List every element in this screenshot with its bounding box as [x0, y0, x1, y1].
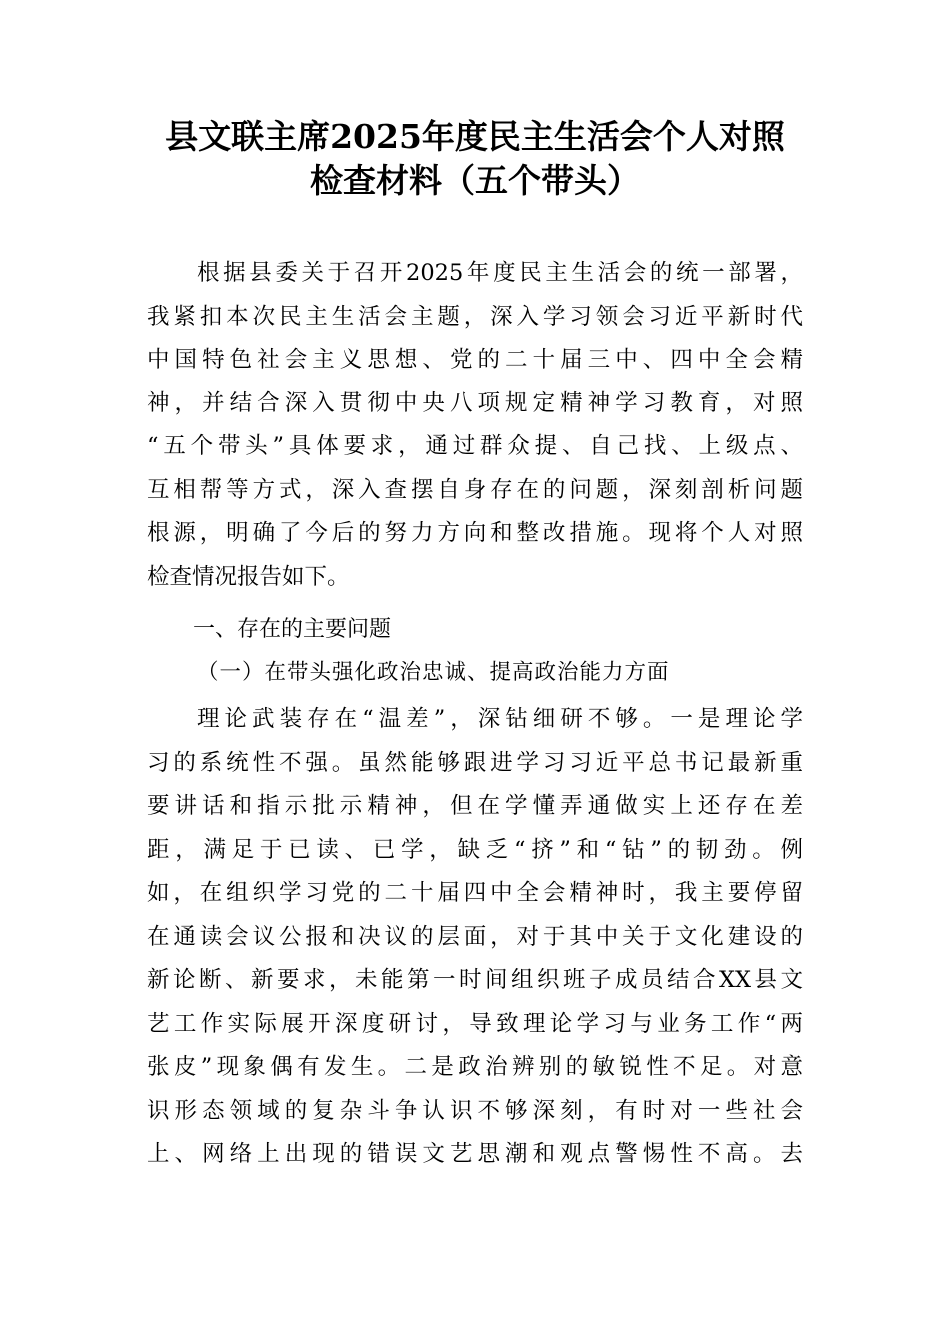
body-line: 识形态领域的复杂斗争认识不够深刻，有时对一些社会 [147, 1098, 803, 1124]
intro-line: 检查情况报告如下。 [147, 564, 350, 590]
body-line: 在通读会议公报和决议的层面，对于其中关于文化建设的 [147, 924, 803, 950]
intro-line: 根据县委关于召开2025年度民主生活会的统一部署， [197, 260, 803, 286]
intro-line: 神，并结合深入贯彻中央八项规定精神学习教育，对照 [147, 390, 803, 416]
body-line: 新论断、新要求，未能第一时间组织班子成员结合XX县文 [147, 967, 803, 993]
body-line: 如，在组织学习党的二十届四中全会精神时，我主要停留 [147, 880, 803, 906]
body-line: 理论武装存在“温差”，深钻细研不够。一是理论学 [197, 706, 803, 732]
intro-line: 中国特色社会主义思想、党的二十届三中、四中全会精 [147, 347, 803, 373]
document-title-line-2: 检查材料（五个带头） [310, 161, 640, 200]
intro-line: 互相帮等方式，深入查摆自身存在的问题，深刻剖析问题 [147, 477, 803, 503]
body-line: 张皮”现象偶有发生。二是政治辨别的敏锐性不足。对意 [147, 1054, 803, 1080]
subsection-heading: （一）在带头强化政治忠诚、提高政治能力方面 [197, 660, 670, 685]
body-line: 艺工作实际展开深度研讨，导致理论学习与业务工作“两 [147, 1011, 803, 1037]
body-line: 上、网络上出现的错误文艺思潮和观点警惕性不高。去 [147, 1141, 803, 1167]
intro-line: 我紧扣本次民主生活会主题，深入学习领会习近平新时代 [147, 304, 803, 330]
document-title-line-1: 县文联主席2025年度民主生活会个人对照 [165, 117, 785, 156]
section-heading: 一、存在的主要问题 [193, 617, 392, 642]
body-line: 距，满足于已读、已学，缺乏“挤”和“钻”的韧劲。例 [147, 837, 803, 863]
intro-line: “五个带头”具体要求，通过群众提、自己找、上级点、 [147, 433, 803, 459]
body-line: 要讲话和指示批示精神，但在学懂弄通做实上还存在差 [147, 793, 803, 819]
intro-line: 根源，明确了今后的努力方向和整改措施。现将个人对照 [147, 520, 803, 546]
body-line: 习的系统性不强。虽然能够跟进学习习近平总书记最新重 [147, 750, 803, 776]
